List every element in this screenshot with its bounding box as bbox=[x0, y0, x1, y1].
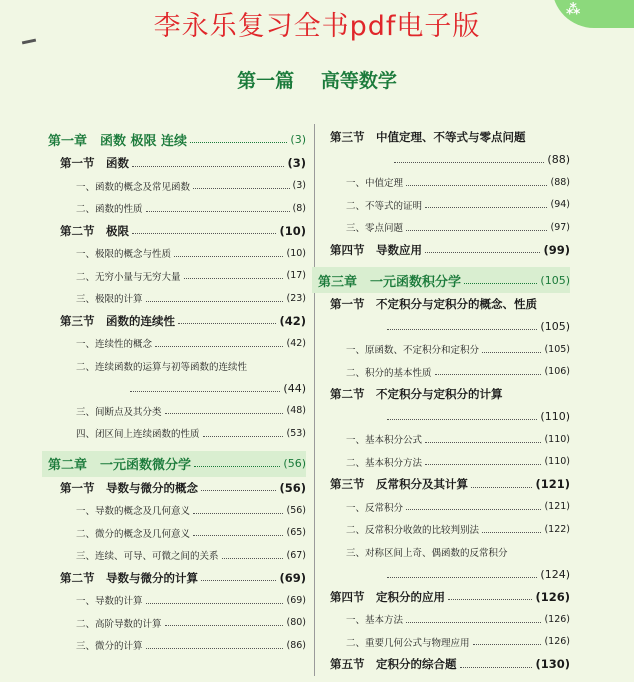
toc-entry-page: (121) bbox=[544, 501, 570, 513]
toc-entry-title: 第一节 不定积分与定积分的概念、性质 bbox=[330, 297, 537, 312]
leader-dots bbox=[146, 301, 284, 302]
toc-entry-title: 三、对称区间上奇、偶函数的反常积分 bbox=[346, 547, 508, 559]
toc-entry-title: 四、闭区间上连续函数的性质 bbox=[76, 429, 200, 441]
toc-sub-entry[interactable] bbox=[48, 612, 306, 635]
toc-entry-title: 三、连续、可导、可微之间的关系 bbox=[76, 551, 219, 563]
toc-entry-page: (105) bbox=[540, 273, 570, 287]
part-name: 高等数学 bbox=[320, 70, 397, 92]
toc-cont-entry[interactable] bbox=[318, 406, 570, 429]
toc-entry-title: 二、微分的概念及几何意义 bbox=[76, 528, 191, 540]
toc-sub-entry[interactable] bbox=[318, 361, 570, 384]
toc-sub-entry[interactable] bbox=[48, 175, 306, 198]
toc-entry-page: (110) bbox=[540, 410, 570, 424]
leader-dots bbox=[394, 162, 544, 163]
toc-entry-page: (69) bbox=[286, 594, 306, 606]
toc-sub-entry[interactable] bbox=[48, 265, 306, 288]
toc-section-entry[interactable] bbox=[48, 310, 306, 333]
toc-entry-title: 第五节 定积分的综合题 bbox=[330, 657, 457, 672]
leader-dots bbox=[471, 487, 532, 488]
toc-section-entry[interactable] bbox=[48, 567, 306, 590]
toc-entry-title: 第三节 反常积分及其计算 bbox=[330, 477, 468, 492]
toc-sub-entry[interactable] bbox=[48, 400, 306, 423]
toc-entry-page: (105) bbox=[540, 320, 570, 334]
toc-entry-title: 三、零点问题 bbox=[346, 223, 404, 235]
toc-sub-entry[interactable] bbox=[48, 589, 306, 612]
toc-section-entry[interactable] bbox=[48, 220, 306, 243]
toc-sub-entry[interactable] bbox=[318, 216, 570, 239]
toc-entry-page: (86) bbox=[286, 639, 306, 651]
corner-glyph: ⁂ bbox=[566, 2, 581, 18]
toc-sub-entry[interactable] bbox=[318, 518, 570, 541]
leader-dots bbox=[482, 352, 541, 353]
toc-sub-entry[interactable] bbox=[48, 544, 306, 567]
toc-entry-page: (56) bbox=[286, 504, 306, 516]
toc-entry-title: 二、函数的性质 bbox=[76, 204, 143, 216]
toc-entry-title: 一、反常积分 bbox=[346, 502, 404, 514]
leader-dots bbox=[146, 648, 284, 649]
column-divider bbox=[314, 124, 315, 676]
leader-dots bbox=[203, 436, 284, 437]
leader-dots bbox=[132, 166, 284, 167]
toc-section-entry[interactable] bbox=[318, 293, 570, 316]
toc-entry-page: (8) bbox=[292, 202, 306, 214]
toc-entry-page: (44) bbox=[283, 381, 306, 395]
toc-cont-entry[interactable] bbox=[318, 563, 570, 586]
leader-dots bbox=[460, 667, 533, 668]
toc-entry-title: 二、重要几何公式与物理应用 bbox=[346, 637, 470, 649]
toc-entry-title: 二、高阶导数的计算 bbox=[76, 618, 162, 630]
toc-entry-page: (110) bbox=[544, 456, 570, 468]
toc-entry-title: 一、原函数、不定积分和定积分 bbox=[346, 345, 480, 357]
toc-entry-page: (88) bbox=[547, 153, 570, 167]
toc-entry-title: 三、极限的计算 bbox=[76, 294, 143, 306]
leader-dots bbox=[425, 442, 541, 443]
toc-entry-page: (3) bbox=[292, 180, 306, 192]
toc-entry-title: 一、导数的概念及几何意义 bbox=[76, 506, 191, 518]
toc-entry-title: 二、无穷小量与无穷大量 bbox=[76, 271, 181, 283]
leader-dots bbox=[155, 346, 283, 347]
leader-dots bbox=[194, 466, 280, 467]
toc-entry-page: (67) bbox=[286, 549, 306, 561]
toc-entry-title: 一、极限的概念与性质 bbox=[76, 249, 172, 261]
toc-entry-page: (124) bbox=[540, 567, 570, 581]
leader-dots bbox=[387, 419, 537, 420]
leader-dots bbox=[406, 230, 547, 231]
leader-dots bbox=[130, 391, 280, 392]
toc-section-entry[interactable] bbox=[318, 586, 570, 609]
leader-dots bbox=[464, 283, 537, 284]
toc-entry-title: 第一节 导数与微分的概念 bbox=[60, 480, 198, 495]
toc-entry-title: 一、中值定理 bbox=[346, 178, 404, 190]
toc-entry-page: (80) bbox=[286, 617, 306, 629]
leader-dots bbox=[193, 188, 290, 189]
toc-cont-entry[interactable] bbox=[318, 316, 570, 339]
watermark-banner: 李永乐复习全书pdf电子版 bbox=[153, 11, 481, 42]
toc-entry-title: 第二节 极限 bbox=[60, 223, 129, 238]
toc-section-entry[interactable] bbox=[318, 473, 570, 496]
toc-entry-title: 第四节 导数应用 bbox=[330, 242, 422, 257]
toc-sub-entry[interactable] bbox=[318, 171, 570, 194]
leader-dots bbox=[425, 207, 547, 208]
toc-entry-page: (88) bbox=[550, 176, 570, 188]
part-title bbox=[0, 66, 634, 93]
toc-sub-entry[interactable] bbox=[48, 242, 306, 265]
toc-section-entry[interactable] bbox=[318, 383, 570, 406]
toc-sub-entry[interactable] bbox=[48, 287, 306, 310]
leader-dots bbox=[146, 211, 290, 212]
toc-sub-entry[interactable] bbox=[48, 197, 306, 220]
toc-sub-entry[interactable] bbox=[318, 631, 570, 654]
toc-entry-page: (42) bbox=[286, 337, 306, 349]
toc-entry-title: 二、不等式的证明 bbox=[346, 200, 423, 212]
leader-dots bbox=[146, 603, 284, 604]
toc-entry-page: (53) bbox=[286, 427, 306, 439]
leader-dots bbox=[201, 490, 276, 491]
leader-dots bbox=[425, 464, 541, 465]
toc-entry-title: 二、反常积分收敛的比较判别法 bbox=[346, 525, 480, 537]
leader-dots bbox=[473, 644, 542, 645]
toc-section-entry[interactable] bbox=[318, 653, 570, 676]
toc-entry-title: 三、微分的计算 bbox=[76, 641, 143, 653]
toc-entry-page: (97) bbox=[550, 221, 570, 233]
leader-dots bbox=[193, 513, 283, 514]
toc-entry-page: (42) bbox=[279, 313, 306, 328]
toc-section-entry[interactable] bbox=[318, 239, 570, 262]
toc-entry-title: 二、基本积分方法 bbox=[346, 457, 423, 469]
leader-dots bbox=[184, 278, 284, 279]
leader-dots bbox=[482, 532, 541, 533]
toc-entry-page: (23) bbox=[286, 292, 306, 304]
leader-dots bbox=[448, 599, 532, 600]
leader-dots bbox=[406, 509, 541, 510]
toc-entry-page: (10) bbox=[286, 247, 306, 259]
leader-dots bbox=[406, 185, 547, 186]
toc-entry-page: (110) bbox=[544, 433, 570, 445]
toc-sub-entry[interactable] bbox=[48, 522, 306, 545]
toc-entry-title: 第三节 中值定理、不等式与零点问题 bbox=[330, 130, 526, 145]
toc-section-entry[interactable] bbox=[318, 126, 570, 149]
leader-dots bbox=[165, 413, 284, 414]
toc-cont-entry[interactable] bbox=[318, 149, 570, 172]
leader-dots bbox=[435, 374, 542, 375]
leader-dots bbox=[132, 233, 276, 234]
toc-sub-entry[interactable] bbox=[318, 338, 570, 361]
toc-entry-page: (94) bbox=[550, 199, 570, 211]
toc-entry-page: (17) bbox=[286, 270, 306, 282]
toc-chapter-entry[interactable] bbox=[42, 451, 306, 477]
leader-dots bbox=[425, 252, 540, 253]
toc-sub-entry[interactable] bbox=[318, 451, 570, 474]
toc-cont-entry[interactable] bbox=[48, 377, 306, 400]
toc-entry-title: 一、函数的概念及常见函数 bbox=[76, 181, 191, 193]
toc-entry-page: (99) bbox=[543, 242, 570, 257]
toc-sub-entry[interactable] bbox=[48, 332, 306, 355]
toc-entry-page: (126) bbox=[544, 636, 570, 648]
toc-entry-title: 第三节 函数的连续性 bbox=[60, 313, 175, 328]
toc-entry-title: 二、积分的基本性质 bbox=[346, 367, 432, 379]
toc-entry-title: 一、基本方法 bbox=[346, 615, 404, 627]
toc-entry-title: 第四节 定积分的应用 bbox=[330, 589, 445, 604]
toc-entry-page: (122) bbox=[544, 523, 570, 535]
toc-entry-title: 二、连续函数的运算与初等函数的连续性 bbox=[76, 361, 248, 373]
toc-entry-page: (10) bbox=[279, 223, 306, 238]
toc-entry-page: (106) bbox=[544, 366, 570, 378]
toc-entry-title: 第一章 函数 极限 连续 bbox=[48, 133, 188, 149]
toc-entry-page: (3) bbox=[290, 132, 306, 146]
toc-sub-entry[interactable] bbox=[318, 541, 570, 564]
toc-entry-title: 第二节 不定积分与定积分的计算 bbox=[330, 387, 503, 402]
toc-chapter-entry[interactable] bbox=[48, 126, 306, 152]
leader-dots bbox=[174, 256, 283, 257]
toc-entry-page: (3) bbox=[287, 156, 306, 171]
toc-entry-title: 一、基本积分公式 bbox=[346, 435, 423, 447]
toc-left-column bbox=[48, 126, 306, 657]
toc-sub-entry[interactable] bbox=[48, 355, 306, 378]
toc-entry-page: (56) bbox=[279, 480, 306, 495]
toc-sub-entry[interactable] bbox=[318, 608, 570, 631]
toc-sub-entry[interactable] bbox=[318, 194, 570, 217]
toc-section-entry[interactable] bbox=[48, 477, 306, 500]
leader-dots bbox=[165, 625, 284, 626]
toc-entry-page: (121) bbox=[535, 477, 570, 492]
toc-entry-page: (65) bbox=[286, 527, 306, 539]
leader-dots bbox=[178, 323, 276, 324]
toc-entry-page: (105) bbox=[544, 343, 570, 355]
toc-entry-title: 一、导数的计算 bbox=[76, 596, 143, 608]
leader-dots bbox=[406, 622, 541, 623]
toc-entry-page: (56) bbox=[283, 457, 306, 470]
toc-entry-title: 第二节 导数与微分的计算 bbox=[60, 570, 198, 585]
toc-entry-page: (69) bbox=[279, 570, 306, 585]
toc-sub-entry[interactable] bbox=[48, 422, 306, 445]
leader-dots bbox=[201, 580, 276, 581]
toc-sub-entry[interactable] bbox=[48, 499, 306, 522]
toc-entry-title: 一、连续性的概念 bbox=[76, 339, 153, 351]
leader-dots bbox=[222, 558, 284, 559]
toc-entry-page: (126) bbox=[535, 589, 570, 604]
toc-sub-entry[interactable] bbox=[318, 496, 570, 519]
toc-entry-page: (48) bbox=[286, 405, 306, 417]
toc-entry-title: 第二章 一元函数微分学 bbox=[48, 458, 192, 473]
toc-entry-title: 三、间断点及其分类 bbox=[76, 406, 162, 418]
toc-entry-title: 第一节 函数 bbox=[60, 156, 129, 171]
toc-sub-entry[interactable] bbox=[318, 428, 570, 451]
leader-dots bbox=[193, 535, 283, 536]
toc-entry-page: (126) bbox=[544, 613, 570, 625]
toc-section-entry[interactable] bbox=[48, 152, 306, 175]
leader-dots bbox=[387, 329, 537, 330]
toc-entry-title: 第三章 一元函数积分学 bbox=[318, 274, 462, 290]
leader-dots bbox=[190, 142, 287, 143]
part-label: 第一篇 bbox=[237, 70, 295, 92]
toc-chapter-entry[interactable] bbox=[312, 267, 570, 293]
toc-sub-entry[interactable] bbox=[48, 634, 306, 657]
toc-right-column bbox=[318, 126, 570, 676]
leader-dots bbox=[387, 577, 537, 578]
toc-entry-page: (130) bbox=[535, 657, 570, 672]
